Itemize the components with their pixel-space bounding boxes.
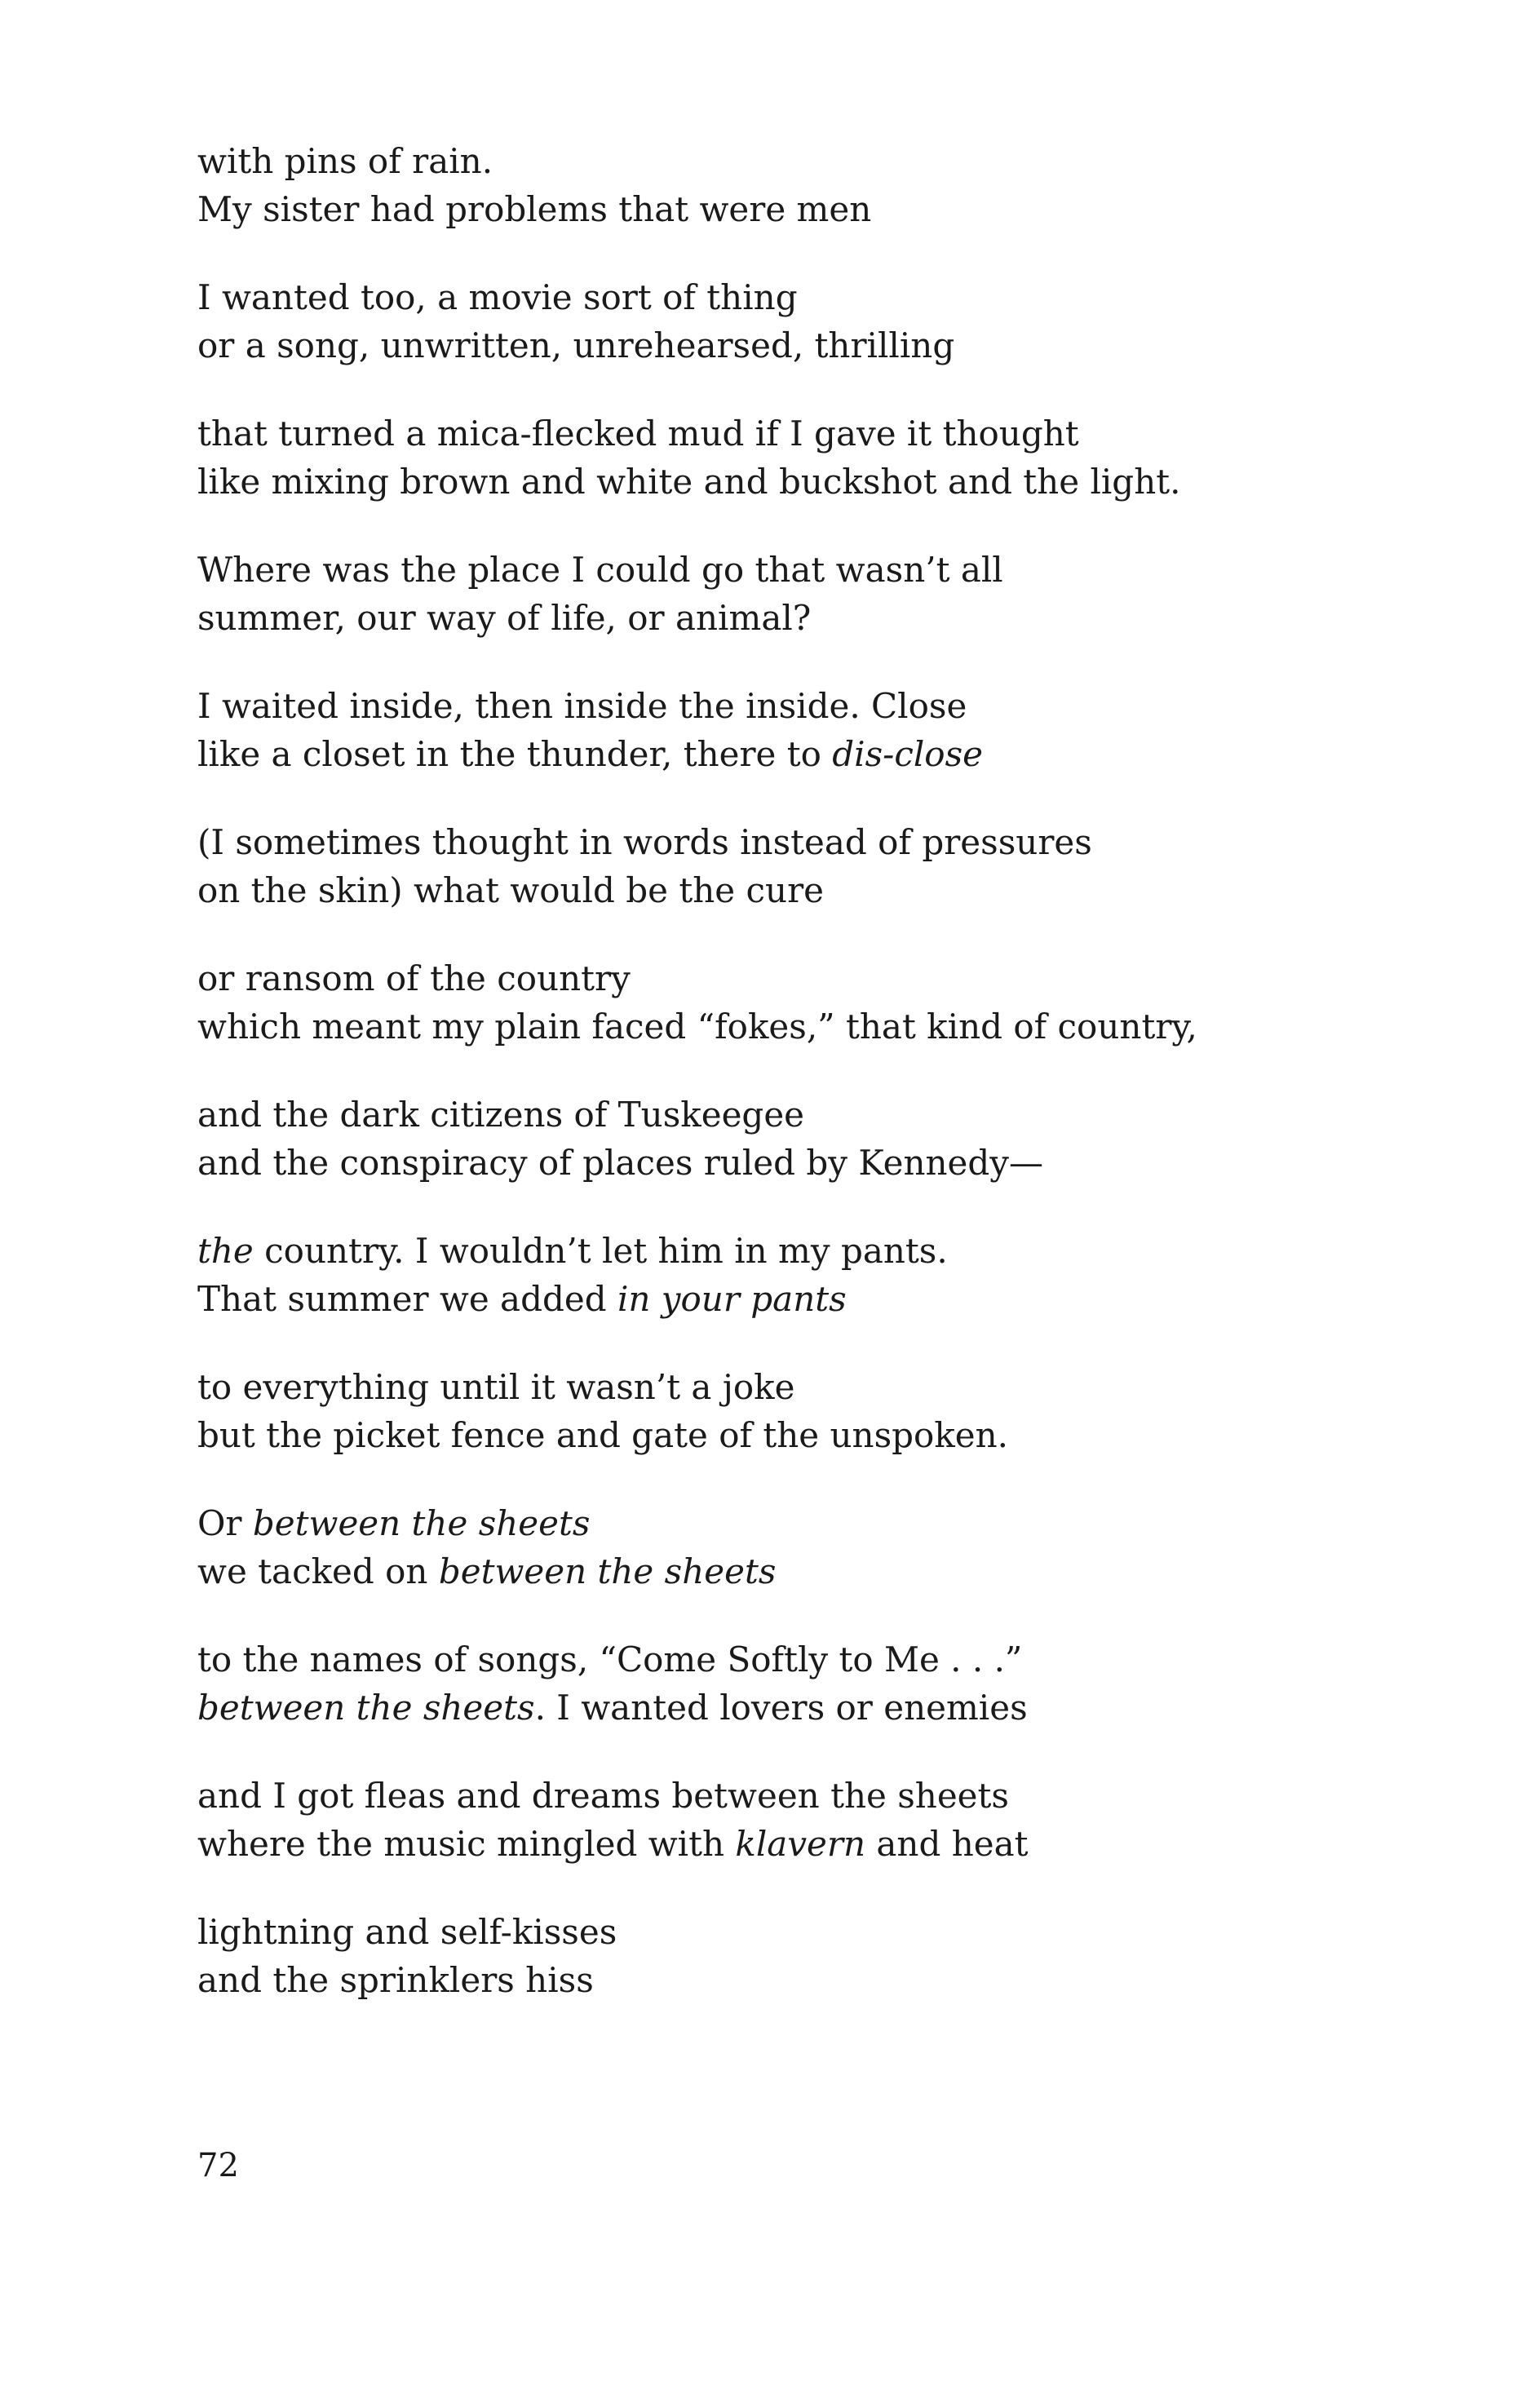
poem-line xyxy=(197,1820,1405,1868)
line-text: and the sprinklers hiss xyxy=(197,1960,594,2000)
stanza xyxy=(197,1772,1405,1868)
italic-text: between the sheets xyxy=(438,1551,777,1591)
stanza xyxy=(197,1635,1405,1732)
poem-line xyxy=(197,1772,1405,1820)
line-text: or a song, unwritten, unrehearsed, thrilling xyxy=(197,325,955,365)
poem-line xyxy=(197,185,1405,233)
line-text: My sister had problems that were men xyxy=(197,189,872,229)
italic-text: dis-close xyxy=(832,734,983,774)
stanza xyxy=(197,137,1405,233)
poem-body xyxy=(197,137,1405,2044)
line-text: to everything until it wasn’t a joke xyxy=(197,1367,795,1407)
poem-line xyxy=(197,1411,1405,1459)
italic-text: in your pants xyxy=(617,1279,847,1319)
line-text: summer, our way of life, or animal? xyxy=(197,598,812,638)
poem-line xyxy=(197,1908,1405,1956)
line-text: That summer we added xyxy=(197,1279,617,1319)
line-text: Or xyxy=(197,1503,253,1543)
line-text: that turned a mica-flecked mud if I gave it thought xyxy=(197,414,1079,454)
italic-text: between the sheets xyxy=(252,1503,591,1543)
stanza xyxy=(197,1363,1405,1459)
line-text: and I got fleas and dreams between the sheets xyxy=(197,1776,1009,1816)
poem-line xyxy=(197,954,1405,1002)
poem-line xyxy=(197,818,1405,866)
stanza xyxy=(197,954,1405,1051)
line-text: or ransom of the country xyxy=(197,958,631,998)
line-text: where the music mingled with xyxy=(197,1824,736,1864)
page-number: 72 xyxy=(197,2147,239,2184)
stanza xyxy=(197,409,1405,506)
stanza xyxy=(197,682,1405,778)
poem-line xyxy=(197,1635,1405,1684)
poem-line xyxy=(197,1547,1405,1595)
line-text: with pins of rain. xyxy=(197,141,493,181)
line-text: on the skin) what would be the cure xyxy=(197,870,824,910)
poem-line xyxy=(197,682,1405,730)
line-text: we tacked on xyxy=(197,1551,439,1591)
line-text: and the conspiracy of places ruled by Kennedy— xyxy=(197,1143,1044,1183)
line-text: . I wanted lovers or enemies xyxy=(534,1688,1028,1728)
line-text: to the names of songs, “Come Softly to Me . . .” xyxy=(197,1640,1023,1679)
line-text: I wanted too, a movie sort of thing xyxy=(197,277,798,317)
poem-line xyxy=(197,137,1405,185)
line-text: country. I wouldn’t let him in my pants. xyxy=(253,1231,948,1271)
line-text: I waited inside, then inside the inside. Close xyxy=(197,686,967,726)
line-text: like mixing brown and white and buckshot and the light. xyxy=(197,462,1181,502)
poem-line xyxy=(197,1091,1405,1139)
line-text: which meant my plain faced “fokes,” that kind of country, xyxy=(197,1007,1197,1047)
italic-text: between the sheets xyxy=(197,1688,535,1728)
line-text: but the picket fence and gate of the unspoken. xyxy=(197,1415,1009,1455)
stanza xyxy=(197,546,1405,642)
stanza xyxy=(197,273,1405,369)
poem-line xyxy=(197,409,1405,458)
poem-line xyxy=(197,458,1405,506)
line-text: and heat xyxy=(865,1824,1029,1864)
line-text: like a closet in the thunder, there to xyxy=(197,734,833,774)
line-text: Where was the place I could go that wasn’t all xyxy=(197,550,1003,590)
stanza xyxy=(197,1908,1405,2004)
poem-line xyxy=(197,1227,1405,1275)
poem-line xyxy=(197,1499,1405,1547)
line-text: and the dark citizens of Tuskeegee xyxy=(197,1095,805,1135)
poem-line xyxy=(197,1275,1405,1323)
stanza xyxy=(197,1227,1405,1323)
poem-line xyxy=(197,730,1405,778)
poem-line xyxy=(197,594,1405,642)
poem-line xyxy=(197,546,1405,594)
poem-line xyxy=(197,1139,1405,1187)
italic-text: klavern xyxy=(735,1824,866,1864)
line-text: (I sometimes thought in words instead of pressures xyxy=(197,822,1092,862)
poem-line xyxy=(197,1363,1405,1411)
stanza xyxy=(197,1499,1405,1595)
poem-line xyxy=(197,321,1405,369)
stanza xyxy=(197,818,1405,914)
poem-line xyxy=(197,866,1405,914)
poem-line xyxy=(197,273,1405,321)
poem-line xyxy=(197,1684,1405,1732)
italic-text: the xyxy=(197,1231,254,1271)
line-text: lightning and self-kisses xyxy=(197,1912,617,1952)
poem-line xyxy=(197,1002,1405,1051)
stanza xyxy=(197,1091,1405,1187)
poem-line xyxy=(197,1956,1405,2004)
